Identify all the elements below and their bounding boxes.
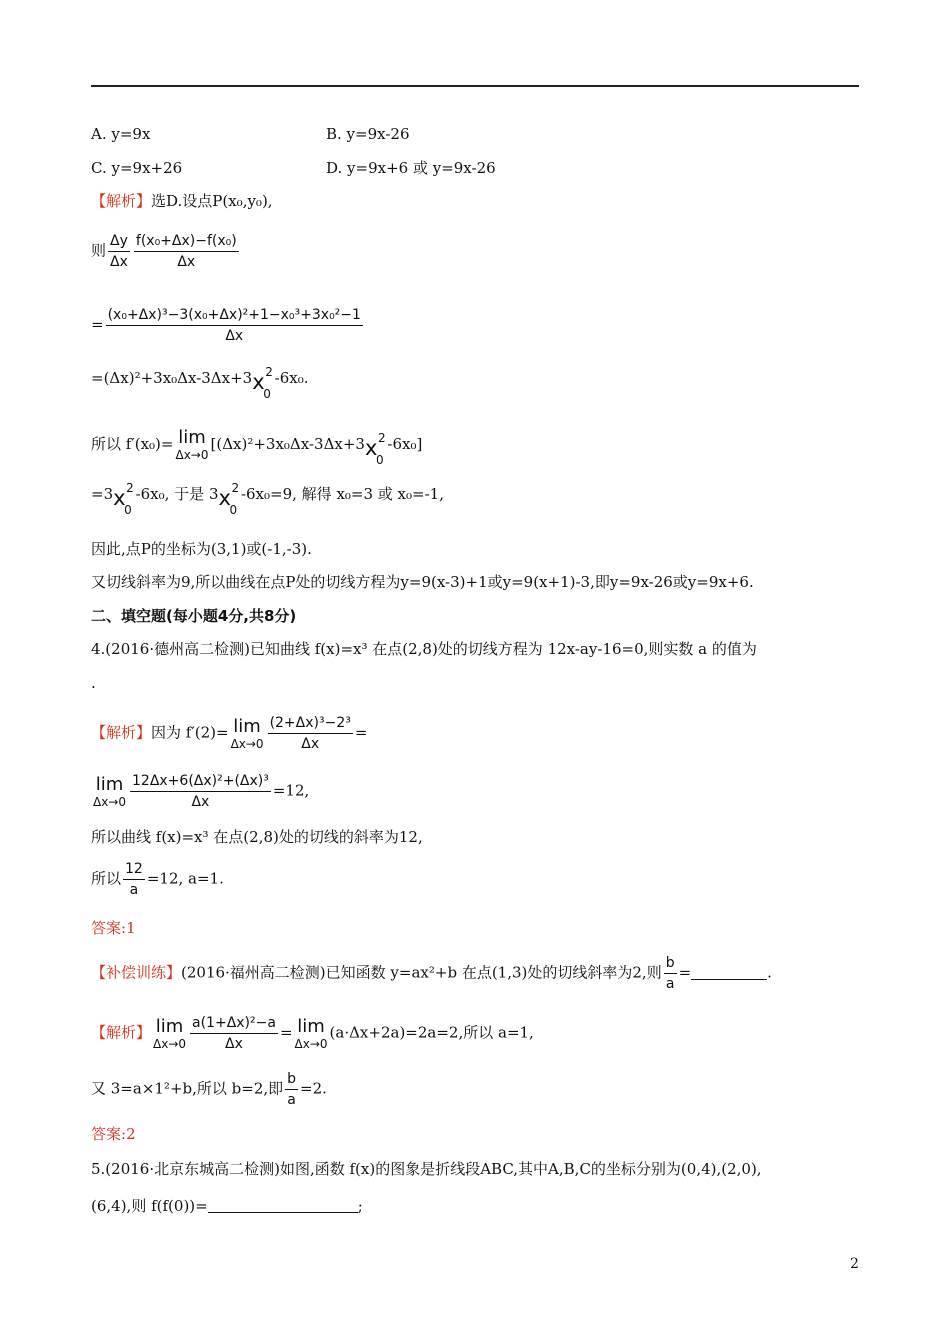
question-4-solution-4: 所以 $\frac{12}{a}$ =12, a=1. (91, 861, 224, 898)
jiexi-tag: 【解析】 (91, 192, 152, 210)
question-4-text: 4.(2016·德州高二检测)已知曲线 f(x)=x³ 在点(2,8)处的切线方程为 12x-ay-16=0,则实数 a 的值为 (91, 640, 757, 658)
page-number: 2 (850, 1256, 859, 1272)
limit-symbol: lim Δx→0 (230, 715, 264, 751)
option-b: B. y=9x-26 (326, 125, 410, 143)
compensation-solution-2: 又 3=a×1²+b,所以 b=2,即 $\frac{b}{a}$ =2. (91, 1071, 327, 1108)
answer-blank (691, 979, 767, 980)
option-d: D. y=9x+6 或 y=9x-26 (326, 159, 496, 177)
question-4-answer: 答案:1 (91, 919, 136, 937)
question-4-solution-1: 【解析】因为 f′(2)= lim Δx→0 $\frac{\text{(2+Δx)³−2³}}{\Delta x}$ = (91, 715, 368, 752)
answer-blank (208, 1212, 358, 1213)
solution-3-line5: =3x 2 0 -6x₀, 于是 3x 2 0 -6x₀=9, 解得 x₀=3 或 x₀=-1, (91, 481, 444, 517)
header-rule (91, 85, 859, 87)
solution-3-derivative-fraction: 则 $\frac{\Delta y}{\Delta x}$ $\frac{\text{f(x₀+Δx)−f(x₀)}}{\Delta x}$ (91, 233, 237, 270)
compensation-solution-1: 【解析】 lim Δx→0 $\frac{\text{a(1+Δx)²−a}}{\Delta x}$ = lim Δx→0 (a·Δx+2a)=2a=2,所以 a=1, (91, 1015, 534, 1052)
question-5-line-1: 5.(2016·北京东城高二检测)如图,函数 f(x)的图象是折线段ABC,其中A,B,C的坐标分别为(0,4),(2,0), (91, 1160, 762, 1178)
option-c: C. y=9x+26 (91, 159, 183, 177)
section-heading: 二、填空题(每小题4分,共8分) (91, 607, 297, 625)
limit-symbol: lim Δx→0 (153, 1015, 187, 1051)
x0-squared: x 2 0 (364, 431, 386, 467)
solution-3-line3: =(Δx)²+3x₀Δx-3Δx+3x 2 0 -6x₀. (91, 365, 309, 401)
solution-3-line4: 所以 f′(x₀)= lim Δx→0 [(Δx)²+3x₀Δx-3Δx+3x 2 0 -6x₀] (91, 427, 423, 467)
solution-3-expansion: = $\frac{\text{(x₀+Δx)³−3(x₀+Δx)²+1−x₀³+3x₀²−1}}{\Delta x}$ (91, 307, 361, 344)
limit-symbol: lim Δx→0 (93, 773, 126, 809)
question-5-line-2: (6,4),则 f(f(0))= ; (91, 1197, 363, 1215)
question-4-solution-2: lim Δx→0 $\frac{\text{12Δx+6(Δx)²+(Δx)³}}{\Delta x}$ =12, (93, 773, 310, 810)
solution-3-line7: 又切线斜率为9,所以曲线在点P处的切线方程为y=9(x-3)+1或y=9(x+1)-3,即y=9x-26或y=9x+6. (91, 573, 754, 591)
compensation-training-question: 【补偿训练】(2016·福州高二检测)已知函数 y=ax²+b 在点(1,3)处的切线斜率为2,则 $\frac{b}{a}$ = . (91, 955, 772, 992)
x0-squared: x 2 0 (218, 481, 240, 517)
question-4-dot: . (91, 674, 96, 692)
solution-3-line6: 因此,点P的坐标为(3,1)或(-1,-3). (91, 540, 312, 558)
option-a: A. y=9x (91, 125, 151, 143)
compensation-answer: 答案:2 (91, 1125, 136, 1143)
question-4-solution-3: 所以曲线 f(x)=x³ 在点(2,8)处的切线的斜率为12, (91, 828, 423, 846)
limit-symbol: lim Δx→0 (294, 1015, 328, 1051)
x0-squared: x 2 0 (113, 481, 134, 517)
x0-squared: x 2 0 (252, 365, 273, 401)
solution-3-intro: 【解析】选D.设点P(x₀,y₀), (91, 192, 273, 210)
limit-symbol: lim Δx→0 (175, 427, 209, 462)
